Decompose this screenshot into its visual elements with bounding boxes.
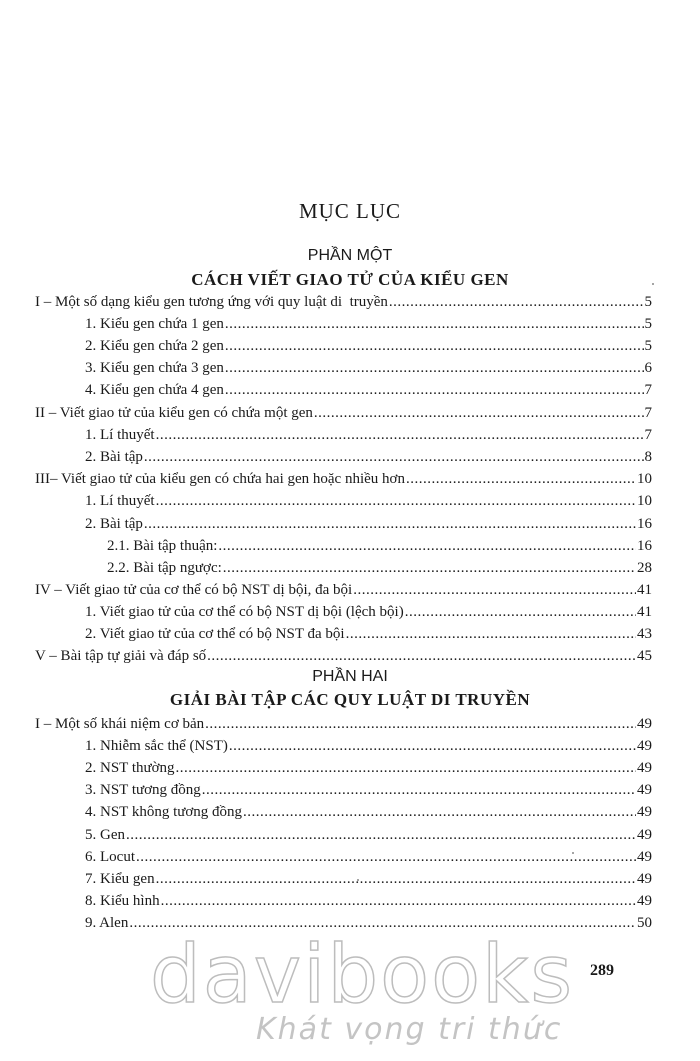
- toc-entry-label: 2. NST thường: [85, 760, 175, 776]
- toc-entry-page: 7: [644, 382, 652, 398]
- toc-entry-label: 1. Nhiễm sắc thể (NST): [85, 738, 228, 754]
- toc-entry-label: 8. Kiểu hình: [85, 893, 160, 909]
- dot-leader: [156, 491, 636, 511]
- dot-leader: [176, 758, 636, 778]
- toc-entry-label: 1. Lí thuyết: [85, 493, 155, 509]
- toc-entry[interactable]: [35, 714, 652, 734]
- dot-leader: [406, 469, 636, 489]
- toc-entry[interactable]: [85, 802, 652, 822]
- dot-leader: [346, 624, 636, 644]
- toc-entry[interactable]: [85, 780, 652, 800]
- dot-leader: [126, 825, 636, 845]
- toc-entry-label: 4. Kiểu gen chứa 4 gen: [85, 382, 224, 398]
- dot-leader: [225, 336, 644, 356]
- dot-leader: [225, 380, 644, 400]
- toc-entry[interactable]: [107, 558, 652, 578]
- toc-entry[interactable]: [85, 491, 652, 511]
- dot-leader: [243, 802, 636, 822]
- page-number: 289: [590, 962, 614, 979]
- toc-entry-page: 41: [637, 604, 652, 620]
- part-two-label: PHẦN HAI: [312, 668, 388, 685]
- toc-entry-page: 45: [637, 648, 652, 664]
- dot-leader: [225, 358, 644, 378]
- toc-entry-label: 9. Alen: [85, 915, 129, 931]
- toc-entry-page: 49: [637, 760, 652, 776]
- toc-entry[interactable]: [85, 891, 652, 911]
- toc-entry[interactable]: [35, 580, 652, 600]
- toc-entry-page: 5: [644, 316, 652, 332]
- toc-entry[interactable]: [35, 469, 652, 489]
- dot-leader: [136, 847, 636, 867]
- toc-entry-page: 50: [637, 915, 652, 931]
- scan-speck: [357, 879, 359, 881]
- toc-entry[interactable]: [85, 736, 652, 756]
- toc-entry-page: 49: [637, 782, 652, 798]
- toc-entry-page: 49: [637, 738, 652, 754]
- toc-entry-page: 49: [637, 716, 652, 732]
- toc-entry-label: 5. Gen: [85, 827, 125, 843]
- toc-entry-label: 7. Kiểu gen: [85, 871, 155, 887]
- dot-leader: [202, 780, 636, 800]
- toc-entry-label: II – Viết giao tử của kiểu gen có chứa một gen: [35, 405, 313, 421]
- toc-entry-label: 2.1. Bài tập thuận:: [107, 538, 218, 554]
- toc-entry-page: 7: [644, 405, 652, 421]
- toc-entry-label: V – Bài tập tự giải và đáp số: [35, 648, 207, 664]
- toc-entry-page: 28: [637, 560, 652, 576]
- dot-leader: [225, 314, 644, 334]
- dot-leader: [223, 558, 636, 578]
- toc-entry[interactable]: [85, 314, 652, 334]
- toc-entry-label: 4. NST không tương đồng: [85, 804, 243, 820]
- toc-entry-label: 1. Lí thuyết: [85, 427, 155, 443]
- toc-entry[interactable]: [85, 358, 652, 378]
- watermark-brand-logo: davibooks: [150, 928, 575, 1021]
- part-one-title: CÁCH VIẾT GIAO TỬ CỦA KIỂU GEN: [191, 270, 509, 289]
- toc-entry[interactable]: [85, 825, 652, 845]
- toc-entry-page: 16: [637, 516, 652, 532]
- toc-entry[interactable]: [85, 602, 652, 622]
- toc-entry-label: III– Viết giao tử của kiểu gen có chứa hai gen hoặc nhiều hơn: [35, 471, 405, 487]
- toc-entry-page: 10: [637, 493, 652, 509]
- dot-leader: [229, 736, 636, 756]
- scan-speck: [652, 283, 654, 285]
- toc-entry[interactable]: [85, 869, 652, 889]
- toc-entry-page: 49: [637, 893, 652, 909]
- toc-entry-page: 49: [637, 804, 652, 820]
- toc-entry[interactable]: [85, 847, 652, 867]
- toc-entry-page: 49: [637, 827, 652, 843]
- toc-entry-label: IV – Viết giao tử của cơ thể có bộ NST dị bội, đa bội: [35, 582, 353, 598]
- dot-leader: [205, 714, 636, 734]
- toc-entry-label: 2. Kiểu gen chứa 2 gen: [85, 338, 224, 354]
- page-title: MỤC LỤC: [298, 199, 402, 223]
- dot-leader: [405, 602, 636, 622]
- dot-leader: [314, 403, 644, 423]
- part-one-label: PHẦN MỘT: [307, 247, 393, 264]
- toc-entry-page: 16: [637, 538, 652, 554]
- toc-entry-label: I – Một số khái niệm cơ bản: [35, 716, 205, 732]
- toc-entry-page: 7: [644, 427, 652, 443]
- toc-entry-label: 2. Bài tập: [85, 516, 143, 532]
- dot-leader: [144, 447, 644, 467]
- toc-entry-page: 6: [644, 360, 652, 376]
- toc-entry[interactable]: [85, 380, 652, 400]
- toc-entry-page: 41: [637, 582, 652, 598]
- toc-entry-label: 2.2. Bài tập ngược:: [107, 560, 222, 576]
- dot-leader: [161, 891, 636, 911]
- toc-entry[interactable]: [85, 447, 652, 467]
- toc-entry-page: 8: [644, 449, 652, 465]
- toc-entry-label: 1. Viết giao tử của cơ thể có bộ NST dị bội (lệch bội): [85, 604, 404, 620]
- dot-leader: [218, 536, 636, 556]
- toc-entry-page: 49: [637, 871, 652, 887]
- dot-leader: [144, 514, 636, 534]
- toc-entry[interactable]: [85, 336, 652, 356]
- toc-entry-label: 1. Kiểu gen chứa 1 gen: [85, 316, 224, 332]
- scan-speck: [572, 852, 574, 854]
- toc-entry-label: 3. NST tương đồng: [85, 782, 201, 798]
- toc-entry-page: 43: [637, 626, 652, 642]
- toc-entry-label: I – Một số dạng kiểu gen tương ứng với quy luật di truyền: [35, 294, 388, 310]
- toc-entry-label: 2. Viết giao tử của cơ thể có bộ NST đa bội: [85, 626, 345, 642]
- toc-entry-label: 2. Bài tập: [85, 449, 143, 465]
- toc-entry-page: 5: [644, 294, 652, 310]
- toc-entry[interactable]: [35, 292, 652, 312]
- dot-leader: [156, 425, 644, 445]
- toc-entry-page: 49: [637, 849, 652, 865]
- toc-entry[interactable]: [35, 646, 652, 666]
- toc-entry-label: 6. Locut: [85, 849, 135, 865]
- dot-leader: [207, 646, 636, 666]
- toc-entry-page: 5: [644, 338, 652, 354]
- toc-entry[interactable]: [85, 514, 652, 534]
- toc-entry-page: 10: [637, 471, 652, 487]
- dot-leader: [156, 869, 636, 889]
- dot-leader: [353, 580, 636, 600]
- toc-entry[interactable]: [85, 425, 652, 445]
- toc-entry[interactable]: [35, 403, 652, 423]
- toc-entry-label: 3. Kiểu gen chứa 3 gen: [85, 360, 224, 376]
- watermark-slogan: Khát vọng tri thức: [256, 1012, 563, 1047]
- toc-entry[interactable]: [85, 624, 652, 644]
- part-two-title: GIẢI BÀI TẬP CÁC QUY LUẬT DI TRUYỀN: [169, 690, 531, 709]
- toc-entry[interactable]: [85, 758, 652, 778]
- toc-entry[interactable]: [107, 536, 652, 556]
- dot-leader: [389, 292, 644, 312]
